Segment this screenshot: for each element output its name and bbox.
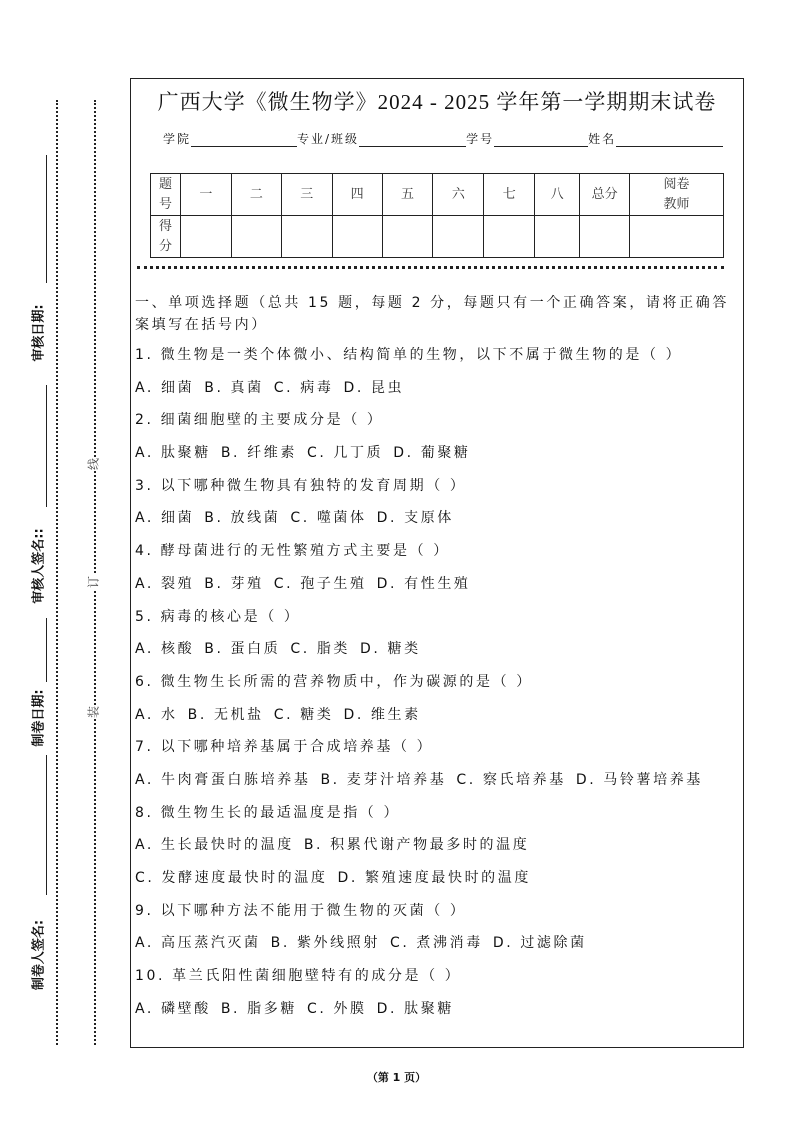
reviewer-signature-label: 审核人签名:: (31, 528, 47, 604)
score-table-score-row (151, 216, 724, 258)
answer-option: A. 生长最快时的温度 (135, 837, 294, 854)
column-header: 七 (484, 174, 535, 216)
binding-dotted-line-outer (56, 100, 58, 1045)
score-cell[interactable] (535, 216, 580, 258)
question-options (135, 933, 740, 966)
answer-option: B. 紫外线照射 (270, 935, 380, 952)
question-options (135, 639, 740, 672)
answer-option: C. 外膜 (306, 1000, 367, 1017)
answer-option: C. 病毒 (273, 379, 334, 396)
answer-option: D. 糖类 (360, 641, 421, 658)
answer-option: C. 孢子生殖 (273, 575, 367, 592)
answer-option: B. 脂多糖 (220, 1000, 297, 1017)
column-header: 五 (382, 174, 433, 216)
score-cell[interactable] (484, 216, 535, 258)
binding-char-line: 线 (86, 457, 101, 471)
score-table-header-row (151, 174, 724, 216)
student-info-line (163, 130, 723, 147)
binding-dotted-line-inner (94, 100, 96, 1045)
question-options (135, 835, 740, 868)
column-header-grader: 阅卷教师 (630, 174, 724, 216)
signature-line (46, 385, 47, 507)
answer-option: D. 肽聚糖 (376, 1000, 454, 1017)
column-header: 三 (281, 174, 332, 216)
question-number-header: 题号 (151, 174, 181, 216)
score-cell[interactable] (281, 216, 332, 258)
answer-option: B. 芽殖 (204, 575, 264, 592)
score-cell-grader[interactable] (630, 216, 724, 258)
answer-option: B. 麦芽汁培养基 (320, 771, 447, 788)
column-header: 二 (231, 174, 281, 216)
student-id-label: 学号 (466, 132, 495, 146)
question-options (135, 443, 740, 476)
name-field[interactable] (616, 132, 723, 147)
answer-option: C. 发酵速度最快时的温度 (135, 870, 328, 886)
question-stem: 10. 革兰氏阳性菌细胞壁特有的成分是（ ） (135, 968, 462, 985)
score-cell[interactable] (433, 216, 484, 258)
score-table (150, 173, 724, 258)
answer-option: C. 糖类 (273, 706, 334, 723)
question-stem: 4. 酵母菌进行的无性繁殖方式主要是（ ） (135, 543, 450, 560)
question-stem: 8. 微生物生长的最适温度是指（ ） (135, 804, 401, 821)
student-id-field[interactable] (494, 132, 588, 147)
answer-option: D. 维生素 (343, 706, 421, 723)
answer-option: B. 蛋白质 (204, 641, 281, 658)
answer-option: C. 噬菌体 (290, 510, 367, 527)
answer-option: D. 过滤除菌 (492, 935, 587, 952)
question-stem: 6. 微生物生长所需的营养物质中，作为碳源的是（ ） (135, 673, 533, 690)
column-header: 六 (433, 174, 484, 216)
question-stem: 5. 病毒的核心是（ ） (135, 608, 301, 625)
question-section (135, 292, 740, 1031)
question-options (135, 508, 740, 541)
answer-option: C. 煮沸消毒 (389, 935, 483, 952)
question-options (135, 574, 740, 607)
binding-char-bind: 装 (86, 705, 101, 719)
score-cell[interactable] (231, 216, 281, 258)
signature-line (46, 618, 47, 682)
paper-date-label: 制卷日期: (31, 689, 47, 747)
signature-line (46, 755, 47, 895)
page-number: （第 1 页） (366, 1071, 427, 1084)
answer-option: A. 高压蒸汽灭菌 (135, 935, 261, 952)
answer-option: B. 放线菌 (204, 510, 281, 527)
major-class-field[interactable] (359, 132, 466, 147)
college-field[interactable] (191, 132, 297, 147)
question-options (135, 999, 740, 1032)
score-row-label: 得分 (151, 216, 181, 258)
major-class-label: 专业/班级 (297, 132, 360, 146)
question-options (135, 378, 740, 411)
answer-option: A. 肽聚糖 (135, 445, 211, 462)
score-cell[interactable] (332, 216, 382, 258)
question-stem: 7. 以下哪种培养基属于合成培养基（ ） (135, 739, 434, 756)
question-stem: 2. 细菌细胞壁的主要成分是（ ） (135, 412, 384, 429)
answer-option: B. 纤维素 (220, 445, 297, 462)
review-date-label: 审核日期: (31, 304, 47, 362)
column-header: 八 (535, 174, 580, 216)
answer-option: B. 真菌 (204, 379, 264, 396)
answer-option: A. 水 (135, 706, 178, 723)
score-cell[interactable] (382, 216, 433, 258)
answer-option: C. 察氏培养基 (456, 771, 566, 788)
exam-title: 广西大学《微生物学》2024 - 2025 学年第一学期期末试卷 (157, 90, 717, 114)
answer-option: D. 繁殖速度最快时的温度 (337, 870, 531, 886)
signature-line (46, 155, 47, 283)
answer-option: B. 积累代谢产物最多时的温度 (303, 837, 530, 854)
answer-option: A. 细菌 (135, 510, 195, 527)
column-header: 一 (180, 174, 231, 216)
section-divider (137, 266, 724, 269)
college-label: 学院 (163, 132, 192, 146)
paper-maker-signature-label: 制卷人签名: (31, 919, 47, 991)
question-stem: 1. 微生物是一类个体微小、结构简单的生物，以下不属于微生物的是（ ） (135, 347, 683, 363)
question-stem: 3. 以下哪种微生物具有独特的发育周期（ ） (135, 477, 467, 494)
score-cell-total[interactable] (580, 216, 630, 258)
answer-option: C. 脂类 (290, 641, 351, 658)
answer-option: D. 有性生殖 (376, 575, 471, 592)
question-options (135, 705, 740, 738)
answer-option: D. 支原体 (376, 510, 454, 527)
answer-option: C. 几丁质 (306, 445, 384, 462)
question-options (135, 770, 740, 803)
answer-option: A. 细菌 (135, 379, 195, 396)
column-header: 四 (332, 174, 382, 216)
answer-option: A. 磷壁酸 (135, 1000, 211, 1017)
answer-option: D. 昆虫 (343, 379, 405, 396)
answer-option: D. 葡聚糖 (393, 445, 471, 462)
question-stem: 9. 以下哪种方法不能用于微生物的灭菌（ ） (135, 902, 467, 919)
answer-option: A. 核酸 (135, 641, 195, 658)
column-header-total: 总分 (580, 174, 630, 216)
answer-option: A. 牛肉膏蛋白胨培养基 (135, 771, 311, 788)
name-label: 姓名 (588, 132, 617, 146)
binding-char-staple: 订 (86, 575, 101, 589)
score-cell[interactable] (180, 216, 231, 258)
answer-option: A. 裂殖 (135, 575, 195, 592)
section-heading: 一、单项选择题（总共 15 题，每题 2 分，每题只有一个正确答案，请将正确答案填写在括号内） (135, 295, 729, 333)
answer-option: B. 无机盐 (187, 706, 264, 723)
answer-option: D. 马铃薯培养基 (575, 771, 703, 788)
question-options (135, 868, 740, 901)
